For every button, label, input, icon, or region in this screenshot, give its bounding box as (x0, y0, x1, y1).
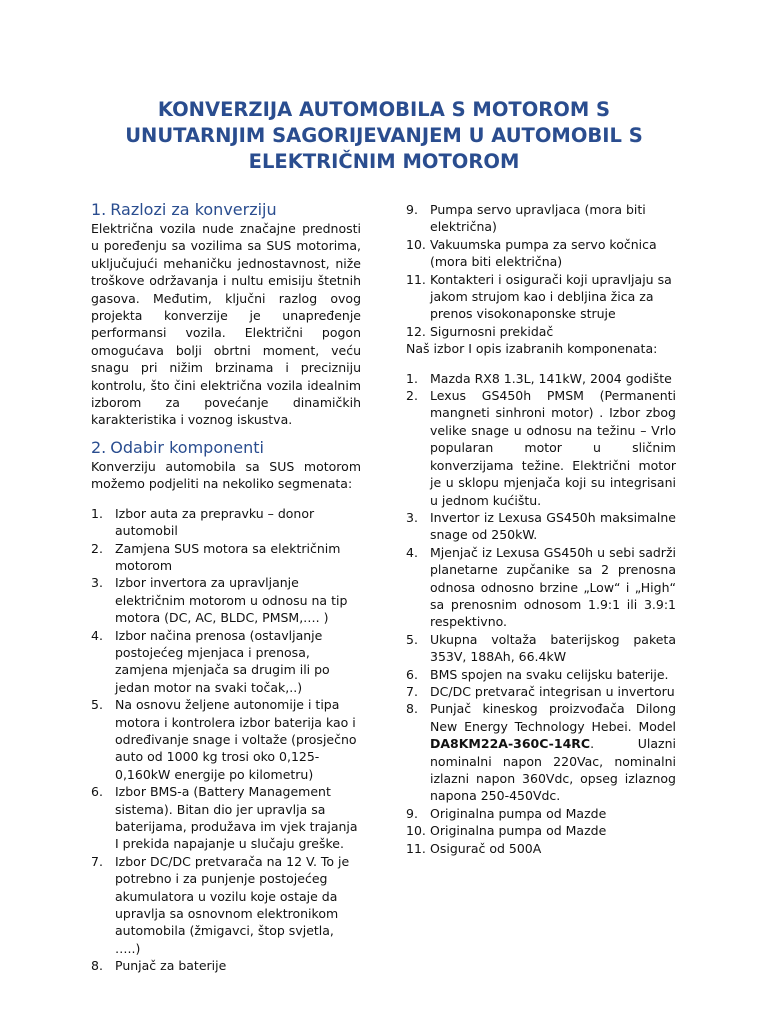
selection-intro: Naš izbor I opis izabranih komponenata: (406, 341, 658, 357)
selected-components-list (406, 370, 676, 857)
section-2-number: 2. (91, 437, 107, 457)
list-item: 9. Originalna pumpa od Mazde (406, 805, 607, 821)
charger-model: DA8KM22A-360C-14RC (430, 736, 591, 752)
list-item: 7. Izbor DC/DC pretvarača na 12 V. To je potrebno i za punjenje postojećeg akumulatora u vozilu koje ostaje da upravlja sa osnovnom elektronikom automobila (žmigavci, štop svjetla, …..) (91, 853, 350, 956)
list-item: 9. Pumpa servo upravljaca (mora biti električna) (406, 202, 646, 235)
list-item: 3. Invertor iz Lexusa GS450h maksimalne snage od 250kW. (406, 509, 676, 543)
section-1-heading (91, 200, 361, 220)
section-1-number: 1. (91, 200, 107, 219)
section-1-text: Električna vozila nude značajne prednosti u poređenju sa vozilima sa SUS motorima, uključujući mehaničku jednostavnost, niže troškove održavanja i nultu emisiju štetnih gasova. Međutim, ključni razlog ovog projekta konverzije je unapređenje performansi vozila. Električni pogon omogućava bolji obrtni moment, veću snagu pri nižim brzinama i precizniju kontrolu, što čini električna vozila idealnim izborom za povećanje dinamičkih karakteristika i voznog iskustva. (91, 221, 361, 428)
list-item: 2. Lexus GS450h PMSM (Permanenti mangneti sinhroni motor) . Izbor zbog velike snage u odnosu na težinu – Vrlo popularan motor u sličnim konverzijama težine. Električni motor je u sklopu mjenjača koji su integrisani u jednom kućištu. (406, 388, 676, 508)
list-item: 10. Originalna pumpa od Mazde (406, 823, 607, 839)
list-item: 12. Sigurnosni prekidač (406, 323, 554, 339)
section-2-text: Konverziju automobila sa SUS motorom možemo podjeliti na nekoliko segmenata: (91, 458, 361, 492)
conversion-steps-list-continued (406, 201, 676, 340)
list-item: 5. Ukupna voltaža baterijskog paketa 353V, 188Ah, 66.4kW (406, 631, 676, 665)
list-item: 1. Mazda RX8 1.3L, 141kW, 2004 godište (406, 370, 672, 386)
list-item: 2. Zamjena SUS motora sa električnim motorom (91, 540, 341, 573)
list-item: 4. Izbor načina prenosa (ostavljanje postojećeg mjenjaca i prenosa, zamjena mjenjača sa drugim ili po jedan motor na svaki točak,..) (91, 627, 330, 695)
list-item: 1. Izbor auta za prepravku – donor automobil (91, 505, 315, 539)
list-item: 6. Izbor BMS-a (Battery Management sistema). Bitan dio jer upravlja sa baterijama, produžava im vjek trajanja I prekida napajanje u slučaju greške. (91, 784, 358, 852)
right-column (406, 201, 676, 857)
list-item: 11. Kontakteri i osigurači koji upravljaju sa jakom strujom kao i debljina žica za prenos visokonaponske struje (406, 271, 672, 322)
section-2-title: Odabir komponenti (110, 437, 264, 457)
section-2-heading (91, 438, 361, 458)
list-item: 10. Vakuumska pumpa za servo kočnica (mora biti električna) (406, 236, 657, 270)
list-item: 3. Izbor invertora za upravljanje električnim motorom u odnosu na tip motora (DC, AC, BLDC, PMSM,…. ) (91, 575, 348, 626)
list-item: 4. Mjenjač iz Lexusa GS450h u sebi sadrži planetarne zupčanike sa 2 prenosna odnosa odnosno brzine „Low“ i „High“ sa prenosnim odnosom 1.9:1 ili 3.9:1 respektivno. (406, 544, 676, 630)
document-title: KONVERZIJA AUTOMOBILA S MOTOROM S UNUTARNJIM SAGORIJEVANJEM U AUTOMOBIL S ELEKTRIČNIM MOTOROM (125, 98, 643, 173)
list-item: 8. Punjač za baterije (91, 958, 227, 974)
left-column (91, 200, 361, 975)
conversion-steps-list (91, 505, 361, 975)
list-item: 5. Na osnovu željene autonomije i tipa motora i kontrolera izbor baterija kao i određivanje snage i voltaže (prosječno auto od 1000 kg trosi oko 0,125-0,160kW energije po kilometru) (91, 697, 357, 782)
list-item: 11. Osigurač od 500A (406, 840, 542, 856)
list-item: 7. DC/DC pretvarač integrisan u invertoru (406, 683, 675, 699)
list-item: 8. Punjač kineskog proizvođača Dilong New Energy Technology Hebei. Model DA8KM22A-360C-14RC. Ulazni nominalni napon 220Vac, nominalni izlazni napon 360Vdc, opseg izlaznog napona 250-450Vdc. (406, 701, 676, 804)
section-1-title: Razlozi za konverziju (110, 200, 277, 219)
list-item: 6. BMS spojen na svaku celijsku baterije. (406, 666, 669, 682)
